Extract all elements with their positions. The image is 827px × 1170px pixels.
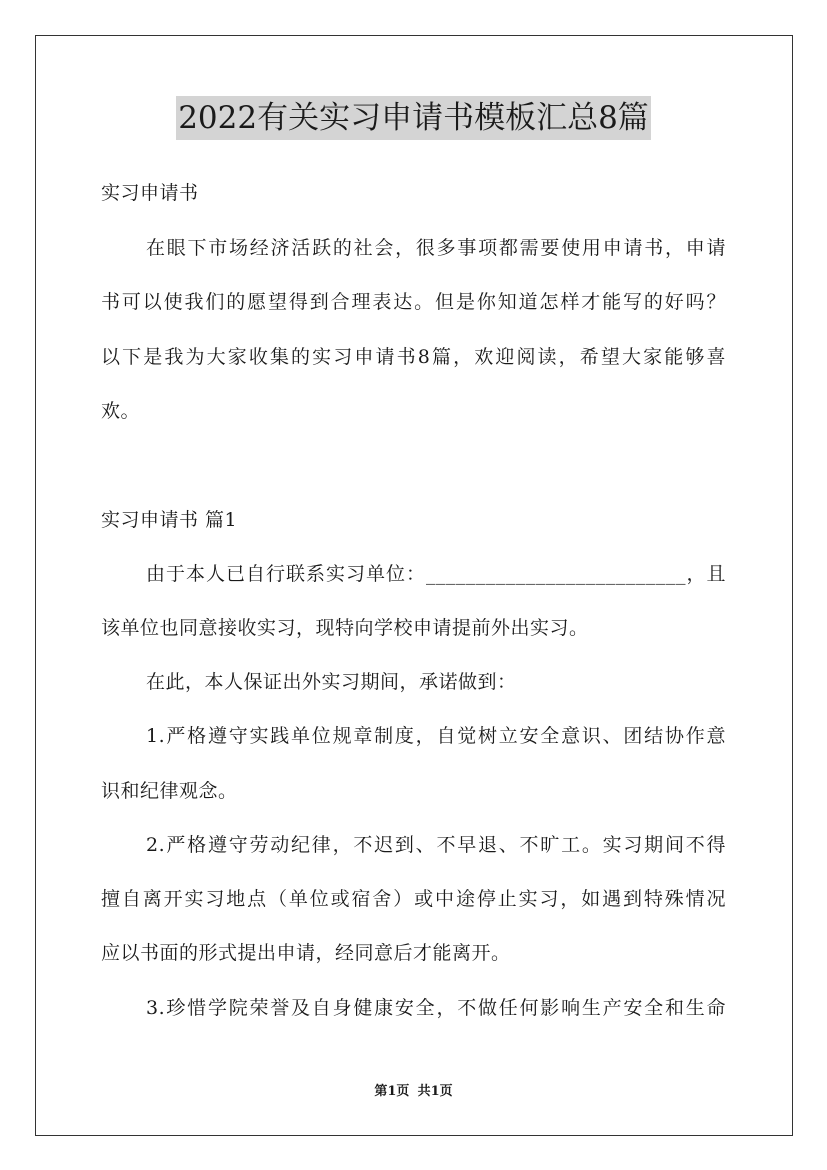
paragraph-line: 2.严格遵守劳动纪律，不迟到、不早退、不旷工。实习期间不得 <box>146 834 726 856</box>
paragraph-line: 在眼下市场经济活跃的社会，很多事项都需要使用申请书，申请 <box>146 237 726 259</box>
paragraph-line: 欢。 <box>101 400 141 422</box>
section-heading: 实习申请书 篇1 <box>101 509 238 531</box>
paragraph-line: 擅自离开实习地点（单位或宿舍）或中途停止实习，如遇到特殊情况 <box>101 888 726 910</box>
paragraph-line: 1.严格遵守实践单位规章制度，自觉树立安全意识、团结协作意 <box>146 725 726 747</box>
paragraph-line: 3.珍惜学院荣誉及自身健康安全，不做任何影响生产安全和生命 <box>146 997 726 1019</box>
paragraph-line: 该单位也同意接收实习，现特向学校申请提前外出实习。 <box>101 617 589 639</box>
paragraph-line: 书可以使我们的愿望得到合理表达。但是你知道怎样才能写的好吗？ <box>101 291 726 313</box>
paragraph-line: 应以书面的形式提出申请，经同意后才能离开。 <box>101 942 511 964</box>
total-pages: 共1页 <box>417 1084 453 1099</box>
document-title: 2022有关实习申请书模板汇总8篇 <box>176 96 651 140</box>
page-number: 第1页 <box>374 1084 410 1099</box>
page-footer <box>0 1083 827 1101</box>
title-container <box>0 96 827 140</box>
paragraph-line: 以下是我为大家收集的实习申请书8篇，欢迎阅读，希望大家能够喜 <box>101 346 726 368</box>
paragraph-line: 识和纪律观念。 <box>101 780 238 802</box>
section-heading: 实习申请书 <box>101 182 199 204</box>
paragraph-line: 由于本人已自行联系实习单位：__________________________，且 <box>146 563 726 585</box>
paragraph-line: 在此，本人保证出外实习期间，承诺做到： <box>146 671 517 693</box>
